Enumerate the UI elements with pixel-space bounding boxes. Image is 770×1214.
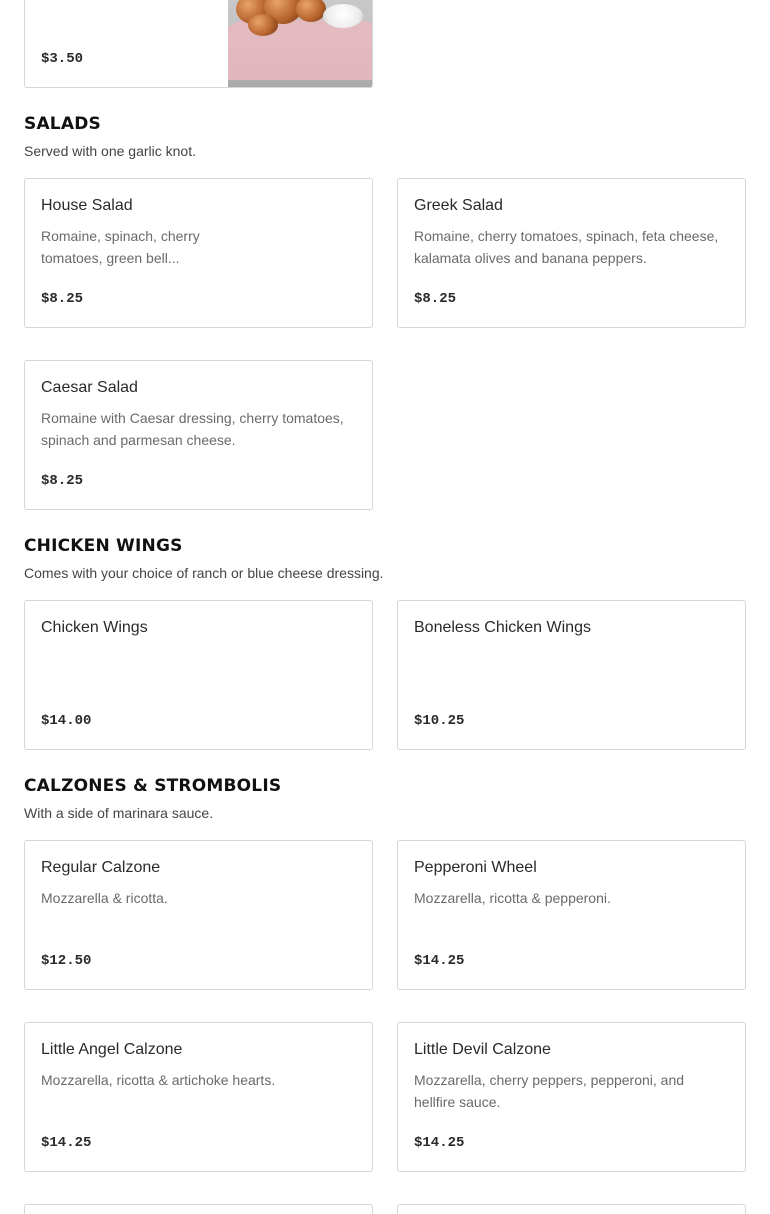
menu-item-card[interactable] <box>397 178 746 328</box>
item-name: Chicken Wings <box>41 619 148 636</box>
item-price: $14.00 <box>41 713 92 729</box>
menu-item-card[interactable] <box>24 360 373 510</box>
item-description: Romaine with Caesar dressing, cherry tomatoes, spinach and parmesan cheese. <box>41 410 344 448</box>
item-name: House Salad <box>41 197 133 214</box>
item-name: Regular Calzone <box>41 859 161 876</box>
section-subtitle-chicken-wings: Comes with your choice of ranch or blue cheese dressing. <box>24 565 384 581</box>
item-description: Romaine, cherry tomatoes, spinach, feta cheese, kalamata olives and banana peppers. <box>414 228 719 266</box>
menu-item-card[interactable] <box>24 178 373 328</box>
item-price: $14.25 <box>41 1135 92 1151</box>
item-price: $14.25 <box>414 1135 465 1151</box>
menu-item-card[interactable] <box>397 600 746 750</box>
menu-item-card[interactable] <box>24 600 373 750</box>
menu-item-card[interactable] <box>397 1022 746 1172</box>
item-description: Romaine, spinach, cherry tomatoes, green bell... <box>41 228 200 266</box>
item-price: $10.25 <box>414 713 465 729</box>
item-name: Little Angel Calzone <box>41 1041 183 1058</box>
item-name: Boneless Chicken Wings <box>414 619 591 636</box>
menu-item-card[interactable] <box>24 840 373 990</box>
item-price: $8.25 <box>41 473 84 489</box>
menu-item-card-partial[interactable] <box>24 1204 373 1214</box>
item-price: $8.25 <box>41 291 84 307</box>
item-price: $14.25 <box>414 953 465 969</box>
item-name: Caesar Salad <box>41 379 138 396</box>
item-description: Mozzarella & ricotta. <box>41 890 168 906</box>
menu-item-card-partial[interactable] <box>397 1204 746 1214</box>
menu-item-card-top[interactable] <box>24 0 373 88</box>
item-name: Pepperoni Wheel <box>414 859 537 876</box>
section-title-salads: SALADS <box>24 114 101 134</box>
section-subtitle-calzones: With a side of marinara sauce. <box>24 805 214 821</box>
section-subtitle-salads: Served with one garlic knot. <box>24 143 196 159</box>
item-name: Greek Salad <box>414 197 503 214</box>
item-price: $12.50 <box>41 953 92 969</box>
section-title-calzones: CALZONES & STROMBOLIS <box>24 776 282 796</box>
menu-item-card[interactable] <box>397 840 746 990</box>
item-price: $3.50 <box>41 51 84 67</box>
item-description: Mozzarella, ricotta & artichoke hearts. <box>41 1072 276 1088</box>
item-description: Mozzarella, ricotta & pepperoni. <box>414 890 611 906</box>
item-price: $8.25 <box>414 291 457 307</box>
item-name: Little Devil Calzone <box>414 1041 551 1058</box>
item-photo <box>228 0 373 88</box>
section-title-chicken-wings: CHICKEN WINGS <box>24 536 183 556</box>
item-description: Mozzarella, cherry peppers, pepperoni, and hellfire sauce. <box>414 1072 685 1110</box>
menu-item-card[interactable] <box>24 1022 373 1172</box>
